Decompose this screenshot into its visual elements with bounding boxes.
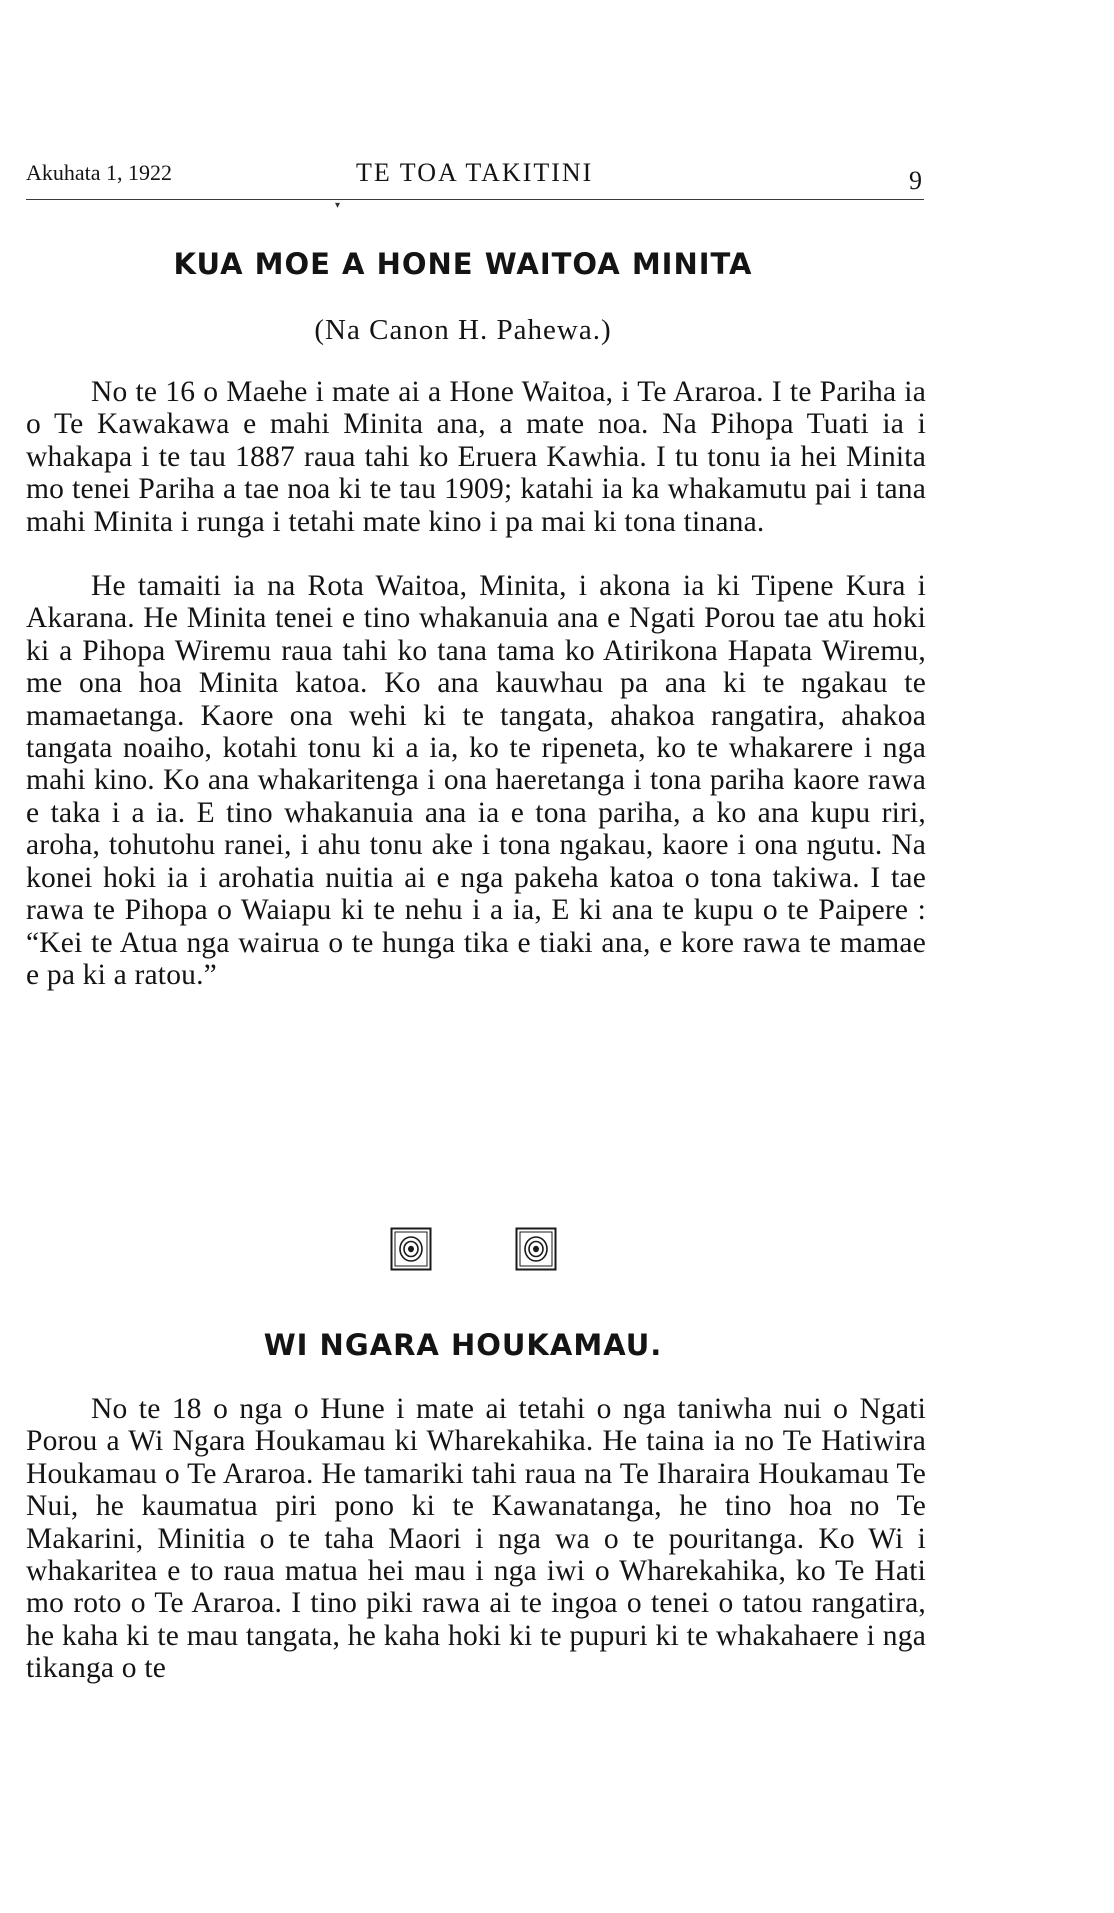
article-paragraph: No te 16 o Maehe i mate ai a Hone Waitoa, i Te Araroa. I te Pariha ia o Te Kawakawa e mahi Minita ana, a mate noa. Na Pihopa Tuati ia i whakapa i te tau 1887 raua tahi ko Eruera Kawhia. I tu tonu ia hei Minita mo tenei Pariha a tae noa ki te tau 1909; katahi ia ka whakamutu pai i tana mahi Minita i runga i tetahi mate kino i pa mai ki tona tinana.	[26, 376, 926, 538]
spiral-ornament-icon	[390, 1227, 432, 1271]
article-paragraph: He tamaiti ia na Rota Waitoa, Minita, i akona ia ki Tipene Kura i Akarana. He Minita tenei e tino whakanuia ana e Ngati Porou tae atu hoki ki a Pihopa Wiremu raua tahi ko tana tama ko Atirikona Hapata Wiremu, me ona hoa Minita katoa. Ko ana kauwhau pa ana ki te ngakau te mamaetanga. Kaore ona wehi ki te tangata, ahakoa rangatira, ahakoa tangata noaiho, kotahi tonu ki a ia, ko te ripeneta, ko te whakarere i nga mahi kino. Ko ana whakaritenga i ona haeretanga i tona pariha kaore rawa e taka i a ia. E tino whakanuia ana ia e tona pariha, a ko ana kupu riri, aroha, tohutohu ranei, i ahu tonu ake i tona ngakau, kaore i ona ngutu. Na konei hoki ia i arohatia nuitia ai e nga pakeha katoa o tona takiwa. I tae rawa te Pihopa o Waiapu ki te nehu i a ia, E ki ana te kupu o te Paipere : “Kei te Atua nga wairua o te hunga tika e tiaki ana, e kore rawa te mamae e pa ki a ratou.”	[26, 570, 926, 991]
article-paragraph: No te 18 o nga o Hune i mate ai tetahi o nga taniwha nui o Ngati Porou a Wi Ngara Houkamau ki Wharekahika. He taina ia no Te Hatiwira Houkamau o Te Araroa. He tamariki tahi raua na Te Iharaira Houkamau Te Nui, he kaumatua piri pono ki te Kawanatanga, he tino hoa no Te Makarini, Minitia o te taha Maori i nga wa o te pouritanga. Ko Wi i whakaritea e to raua matua hei mau i nga iwi o Wharekahika, ko Te Hati mo roto o Te Araroa. I tino piki rawa ai te ingoa o tenei o tatou rangatira, he kaha ki te mau tangata, he kaha hoki ki te pupuri ki te whakahaere i nga tikanga o te	[26, 1393, 926, 1685]
article-body	[26, 376, 926, 991]
publication-name: TE TOA TAKITINI	[356, 158, 594, 187]
article-byline: (Na Canon H. Pahewa.)	[314, 314, 612, 346]
header-rule	[26, 199, 924, 200]
article-title: WI NGARA HOUKAMAU.	[263, 1328, 663, 1362]
spiral-ornament-icon	[515, 1227, 557, 1271]
article-title: KUA MOE A HONE WAITOA MINITA	[173, 247, 753, 281]
section-divider	[390, 1227, 560, 1277]
issue-date: Akuhata 1, 1922	[26, 160, 173, 185]
page-header	[26, 160, 926, 194]
rule-mark-icon: ▾	[335, 200, 341, 211]
article-body	[26, 1393, 926, 1685]
page-number: 9	[909, 166, 922, 195]
